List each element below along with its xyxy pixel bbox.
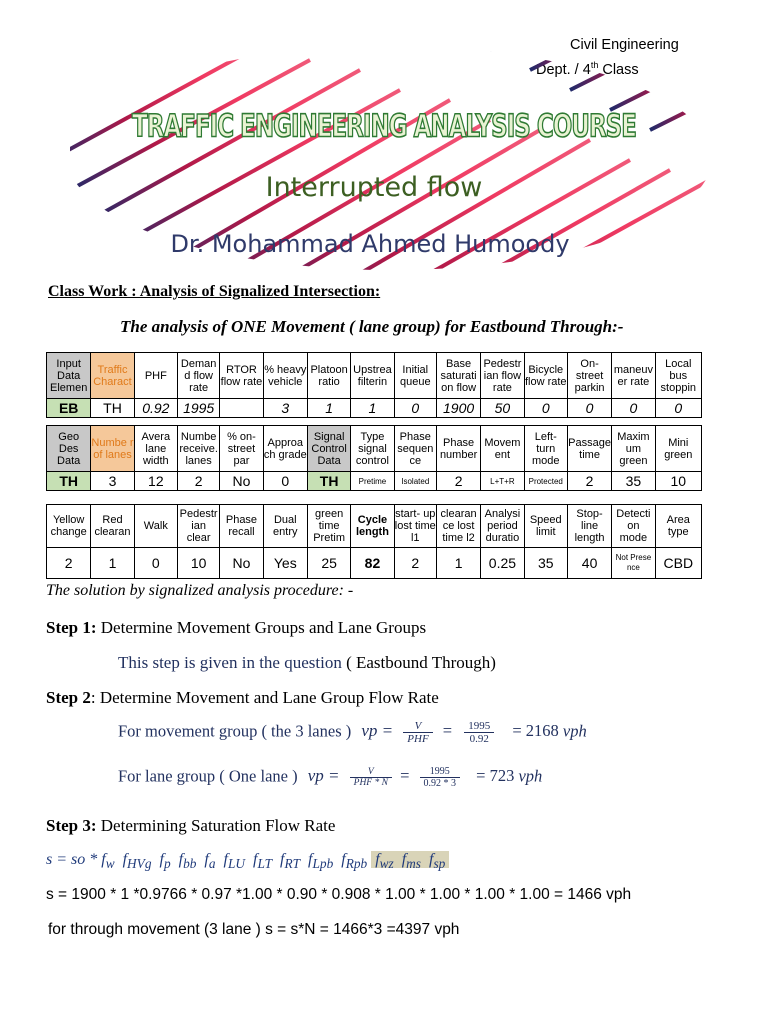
table3-header: start- up lost time l1	[394, 505, 436, 548]
author-name: Dr. Mohammad Ahmed Humoody	[170, 230, 570, 258]
table1-cell: 0	[394, 399, 436, 418]
table2-header: Avera lane width	[134, 426, 177, 472]
table3-cell: No	[220, 548, 263, 579]
f2-den: PHF * N	[353, 778, 388, 788]
table1-cell: 0	[612, 399, 655, 418]
table3-header: Phase recall	[220, 505, 263, 548]
table1-header: Base saturati on flow	[436, 353, 480, 399]
table2-header: Signal Control Data	[307, 426, 350, 472]
table1-cell: 1995	[177, 399, 219, 418]
input-data-table	[46, 352, 702, 418]
table3-header: Red clearan	[91, 505, 134, 548]
table1-cell	[220, 399, 263, 418]
table3-header: Stop- line length	[567, 505, 611, 548]
table3-cell: 1	[91, 548, 134, 579]
table3-header: Dual entry	[263, 505, 307, 548]
timing-data-table	[46, 504, 702, 579]
f2-equals: =	[400, 766, 410, 786]
table3-cell: 40	[567, 548, 611, 579]
table3-header: green time Pretim	[307, 505, 350, 548]
geometric-signal-table	[46, 425, 702, 491]
table3-header: Pedestr ian clear	[177, 505, 219, 548]
table3-header: Yellow change	[47, 505, 91, 548]
table2-cell: 10	[655, 472, 701, 491]
f2-fraction-values	[420, 766, 461, 789]
table1-header: Traffic Charact	[91, 353, 134, 399]
table1-cell: 3	[263, 399, 307, 418]
table3-cell: 25	[307, 548, 350, 579]
table2-cell: 2	[436, 472, 480, 491]
f2-lhs: vp =	[307, 766, 340, 786]
f1-den2: 0.92	[469, 733, 489, 745]
step1-detail	[118, 653, 496, 673]
table3-header: Speed limit	[524, 505, 567, 548]
f1-lhs: vp =	[361, 721, 394, 741]
f2-label: For lane group ( One lane )	[118, 766, 298, 786]
table1-header: Bicycle flow rate	[524, 353, 567, 399]
table3-cell: 0	[134, 548, 177, 579]
movement-flow-formula	[118, 720, 587, 745]
step2-label: Step 2	[46, 688, 91, 707]
table2-cell: Isolated	[394, 472, 436, 491]
table1-header: PHF	[134, 353, 177, 399]
table1-cell: EB	[47, 399, 91, 418]
table3-cell: 1	[436, 548, 480, 579]
table2-header: % on- street par	[220, 426, 263, 472]
table1-cell: 1900	[436, 399, 480, 418]
table3-cell: Yes	[263, 548, 307, 579]
step1-heading	[46, 618, 426, 638]
step1-detail-paren: ( Eastbound Through)	[341, 653, 496, 672]
table1-header: Initial queue	[394, 353, 436, 399]
table3-cell: 2	[394, 548, 436, 579]
step3-text: Determining Saturation Flow Rate	[96, 816, 336, 835]
table2-cell: 0	[263, 472, 307, 491]
table1-header: % heavy vehicle	[263, 353, 307, 399]
table2-header: Movem ent	[481, 426, 524, 472]
table1-header: On- street parkin	[567, 353, 611, 399]
table1-cell: 0	[524, 399, 567, 418]
table1-cell: 50	[481, 399, 524, 418]
table3-cell: 82	[351, 548, 394, 579]
table2-cell: 2	[177, 472, 219, 491]
f1-label: For movement group ( the 3 lanes )	[118, 721, 352, 741]
table1-header: Local bus stoppin	[655, 353, 701, 399]
table2-cell: 35	[612, 472, 655, 491]
table2-cell: TH	[307, 472, 350, 491]
saturation-calculation: s = 1900 * 1 *0.9766 * 0.97 *1.00 * 0.90 * 0.908 * 1.00 * 1.00 * 1.00 * 1.00 = 1466 vph	[46, 886, 632, 903]
table3-header: Analysi period duratio	[481, 505, 524, 548]
lane-flow-formula	[118, 766, 542, 789]
table3-cell: CBD	[655, 548, 701, 579]
table3-cell: Not Prese nce	[612, 548, 655, 579]
f1-num: V	[403, 720, 432, 733]
step2-text: : Determine Movement and Lane Group Flow Rate	[90, 688, 439, 707]
through-movement-result: for through movement (3 lane ) s = s*N = 1466*3 =4397 vph	[48, 921, 460, 938]
f1-fraction-values	[464, 720, 494, 745]
table2-header: Geo Des Data	[47, 426, 91, 472]
table2-cell: TH	[47, 472, 91, 491]
table2-header: Numbe receive. lanes	[177, 426, 219, 472]
table1-cell: 1	[351, 399, 394, 418]
f2-den2: 0.92 * 3	[423, 778, 457, 789]
table3-header: clearan ce lost time l2	[436, 505, 480, 548]
f1-result: = 2168	[512, 721, 559, 741]
table3-cell: 10	[177, 548, 219, 579]
table2-cell: 3	[91, 472, 134, 491]
f2-unit: vph	[518, 766, 543, 786]
table2-cell: No	[220, 472, 263, 491]
dept-line-2: Dept. / 4th Class	[536, 60, 639, 78]
table1-cell: 0.92	[134, 399, 177, 418]
dept-line-1: Civil Engineering	[570, 37, 679, 53]
table2-header: Phase number	[436, 426, 480, 472]
f2-num: V	[350, 767, 392, 778]
table1-cell: TH	[91, 399, 134, 418]
table3-header: Area type	[655, 505, 701, 548]
table1-header: Input Data Elemen	[47, 353, 91, 399]
table2-header: Phase sequen ce	[394, 426, 436, 472]
step1-detail-main: This step is given in the question	[118, 653, 342, 672]
f1-den: PHF	[407, 733, 429, 745]
table2-header: Passage time	[567, 426, 611, 472]
course-title: TRAFFIC ENGINEERING ANALYSIS COURSE	[132, 109, 636, 145]
table1-cell: 0	[655, 399, 701, 418]
table2-header: Approa ch grade	[263, 426, 307, 472]
f2-num2: 1995	[420, 766, 461, 778]
table3-cell: 35	[524, 548, 567, 579]
table3-header: Detecti on mode	[612, 505, 655, 548]
table2-header: Left- turn mode	[524, 426, 567, 472]
table1-header: Upstrea filterin	[351, 353, 394, 399]
f1-num2: 1995	[464, 720, 494, 733]
saturation-equation: s = so * $f_w$ $f_{HVg}$ $f_p$ $f_{bb}$ $f_a$ $f_{LU}$ $f_{LT}$ $f_{RT}$ $f_{Lpb}$ $f_{Rpb}$ $f_{wz}$ $f_{ms}$ $f_{sp}$	[46, 851, 449, 872]
step3-heading	[46, 816, 335, 836]
step1-label: Step 1:	[46, 618, 97, 637]
step2-heading	[46, 688, 439, 708]
movement-title: The analysis of ONE Movement ( lane group) for Eastbound Through:-	[120, 317, 624, 336]
f2-fraction	[350, 767, 392, 788]
f1-fraction	[403, 720, 432, 745]
table3-cell: 0.25	[481, 548, 524, 579]
f1-equals: =	[442, 721, 453, 741]
table2-cell: Protected	[524, 472, 567, 491]
step1-text: Determine Movement Groups and Lane Groups	[96, 618, 427, 637]
table3-cell: 2	[47, 548, 91, 579]
table2-header: Type signal control	[351, 426, 394, 472]
table2-header: Maxim um green	[612, 426, 655, 472]
table1-header: Platoon ratio	[307, 353, 350, 399]
table1-header: RTOR flow rate	[220, 353, 263, 399]
table2-cell: Pretime	[351, 472, 394, 491]
table1-header: Deman d flow rate	[177, 353, 219, 399]
solution-intro: The solution by signalized analysis procedure: -	[46, 582, 354, 599]
table1-cell: 1	[307, 399, 350, 418]
table2-cell: 2	[567, 472, 611, 491]
table2-header: Numbe r of lanes	[91, 426, 134, 472]
classwork-title: Class Work : Analysis of Signalized Intersection:	[48, 283, 381, 300]
table2-cell: 12	[134, 472, 177, 491]
table2-header: Mini green	[655, 426, 701, 472]
table3-header: Walk	[134, 505, 177, 548]
table1-cell: 0	[567, 399, 611, 418]
step3-label: Step 3:	[46, 816, 97, 835]
f1-unit: vph	[562, 721, 587, 741]
table1-header: maneuv er rate	[612, 353, 655, 399]
table3-header: Cycle length	[351, 505, 394, 548]
f2-result: = 723	[476, 766, 515, 786]
subject-title: Interrupted flow	[265, 172, 483, 203]
table2-cell: L+T+R	[481, 472, 524, 491]
table1-header: Pedestr ian flow rate	[481, 353, 524, 399]
